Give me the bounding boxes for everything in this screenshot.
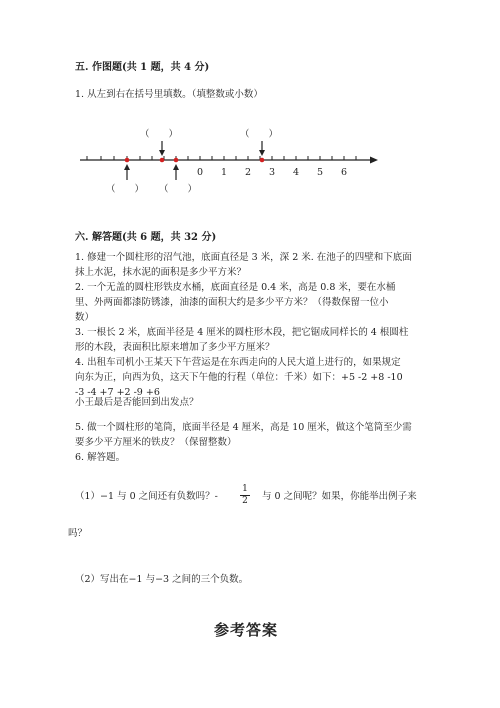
q6-part1-c: 吗？ [68, 528, 88, 539]
text-line: 向东为正，向西为负，这天下午他的行程（单位：千米）如下：+5 -2 +8 -10 [75, 372, 403, 383]
fraction-numerator: 1 [242, 484, 248, 494]
arrow-up-2 [173, 164, 179, 180]
question-5-line: 要多少平方厘米的铁皮？（保留整数） [75, 437, 237, 448]
text-line: -3 -4 +7 +2 -9 +6 [75, 387, 160, 398]
section-5-title: 五. 作图题(共 1 题，共 4 分) [75, 62, 210, 73]
text-line: 1. 修建一个圆柱形的沼气池，底面直径是 3 米，深 2 米. 在池子的四壁和下底面 [75, 252, 412, 263]
tick-label-6: 6 [340, 167, 348, 178]
tick-label-0: 0 [196, 167, 204, 178]
point-d [260, 158, 265, 163]
text-line: 抹上水泥，抹水泥的面积是多少平方米？ [75, 267, 247, 278]
text-line: 2. 一个无盖的圆柱形铁皮水桶，底面直径是 0.4 米，高是 0.8 米，要在水桶 [75, 282, 396, 293]
tick-label-2: 2 [244, 167, 252, 178]
q6-part2: （2）写出在−1 与−3 之间的三个负数。 [75, 574, 249, 585]
q6-part1-a: （1）−1 与 0 之间还有负数吗？- [75, 491, 218, 502]
point-c [174, 158, 179, 163]
question-5-line: 5. 做一个圆柱形的笔筒，底面半径是 4 厘米，高是 10 厘米，做这个笔筒至少需 [75, 422, 412, 433]
text-line: 数） [75, 312, 95, 323]
point-a [125, 158, 130, 163]
answer-title: 参考答案 [214, 621, 279, 639]
point-b [160, 158, 165, 163]
tick-label-4: 4 [292, 167, 300, 178]
paren-bottom-1: （ ） [106, 184, 145, 195]
text-line: 里、外两面都漆防锈漆，油漆的面积大约是多少平方米？（得数保留一位小 [75, 297, 389, 308]
question-5-1: 1. 从左到右在括号里填数。（填整数或小数） [75, 89, 263, 100]
question-4-tail: 小王最后是否能回到出发点？ [75, 397, 199, 408]
tick-label-1: 1 [220, 167, 228, 178]
fraction-half [240, 484, 250, 507]
paren-bottom-2: （ ） [159, 184, 198, 195]
paren-top-2: （ ） [240, 129, 279, 140]
arrow-down-1 [159, 141, 165, 156]
text-line: 形的木段，表面积比原来增加了多少平方厘米？ [75, 342, 275, 353]
paren-top-1: （ ） [140, 129, 179, 140]
text-line: 4. 出租车司机小王某天下午营运是在东西走向的人民大道上进行的，如果规定 [75, 357, 401, 368]
arrow-down-2 [259, 141, 265, 156]
section-6-title: 六. 解答题(共 6 题，共 32 分) [75, 232, 217, 243]
question-6-title: 6. 解答题。 [75, 452, 126, 463]
arrow-up-1 [124, 164, 130, 180]
text-line: 3. 一根长 2 米，底面半径是 4 厘米的圆柱形木段，把它锯成同样长的 4 根圆柱 [75, 327, 409, 338]
fraction-denominator: 2 [242, 496, 248, 506]
tick-label-5: 5 [316, 167, 324, 178]
tick-label-3: 3 [268, 167, 276, 178]
q6-part1-b: 与 0 之间呢？如果，你能举出例子来 [262, 491, 417, 502]
number-line-arrow [370, 157, 378, 164]
